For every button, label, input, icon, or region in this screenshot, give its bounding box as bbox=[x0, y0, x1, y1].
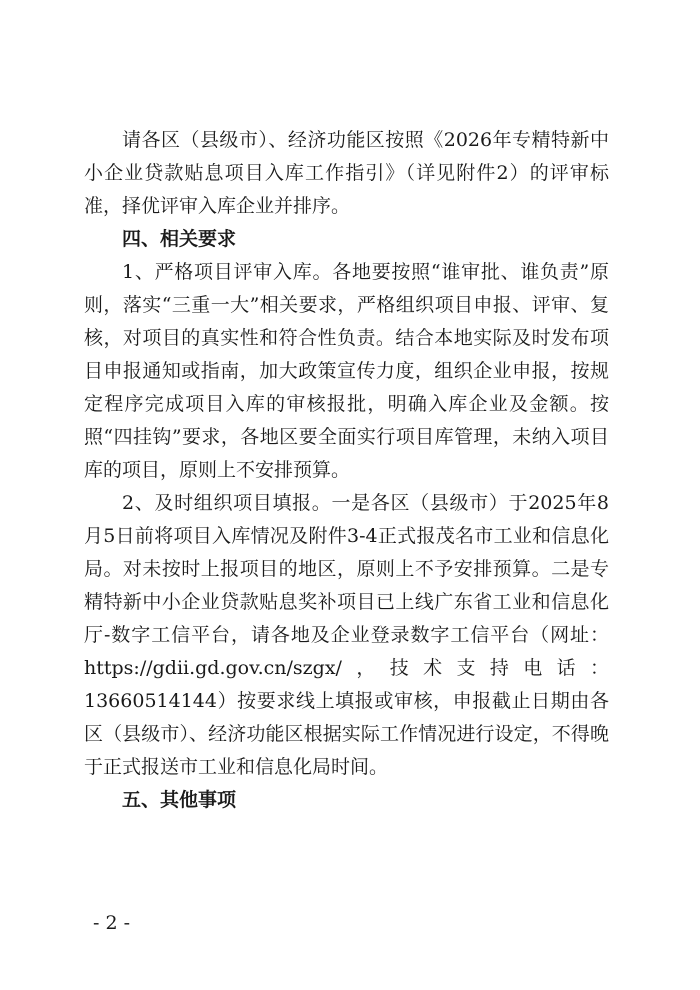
document-body bbox=[84, 124, 609, 817]
paragraph-ranking: 请各区（县级市）、经济功能区按照《2026年专精特新中小企业贷款贴息项目入库工作指引》（详见附件2）的评审标准，择优评审入库企业并排序。 bbox=[84, 129, 609, 217]
section-heading-requirements: 四、相关要求 bbox=[122, 228, 237, 250]
page-number: - 2 - bbox=[93, 912, 131, 934]
section-heading-other: 五、其他事项 bbox=[122, 789, 237, 811]
paragraph-review: 1、严格项目评审入库。各地要按照“谁审批、谁负责”原则，落实“三重一大”相关要求，严格组织项目申报、评审、复核，对项目的真实性和符合性负责。结合本地实际及时发布项目申报通知或指南，加大政策宣传力度，组织企业申报，按规定程序完成项目入库的审核报批，明确入库企业及金额。按照“四挂钩”要求，各地区要全面实行项目库管理，未纳入项目库的项目，原则上不安排预算。 bbox=[84, 261, 609, 481]
paragraph-filing: 2、及时组织项目填报。一是各区（县级市）于2025年8月5日前将项目入库情况及附件3-4正式报茂名市工业和信息化局。对未按时上报项目的地区，原则上不予安排预算。二是专精特新中小企业贷款贴息奖补项目已上线广东省工业和信息化厅-数字工信平台，请各地及企业登录数字工信平台（网址：https://gdii.gd.gov.cn/szgx/，技术支持电话：13660514144）按要求线上填报或审核，申报截止日期由各区（县级市）、经济功能区根据实际工作情况进行设定，不得晚于正式报送市工业和信息化局时间。 bbox=[84, 492, 609, 778]
